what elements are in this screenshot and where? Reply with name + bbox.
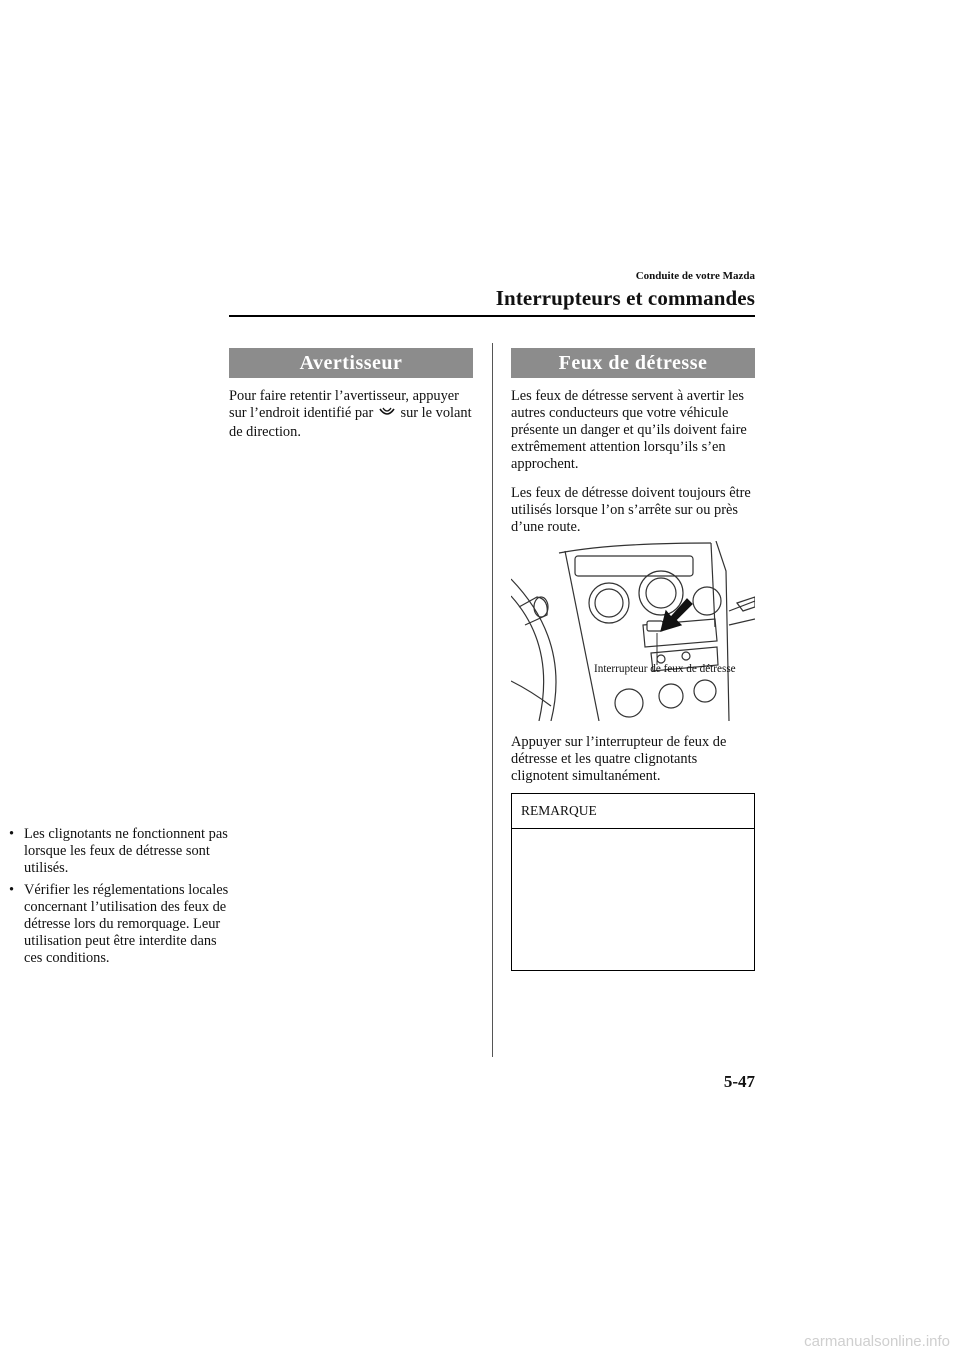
note-divider [512, 828, 754, 829]
column-divider [492, 343, 493, 1057]
heading-avertisseur: Avertisseur [229, 348, 473, 378]
header-rule [229, 315, 755, 317]
note-item [9, 882, 235, 967]
page-number: 5-47 [723, 1072, 755, 1091]
bullet-icon: • [9, 882, 15, 898]
figure-callout: Interrupteur de feux de détresse [594, 663, 736, 675]
note-box [511, 793, 755, 971]
chapter-title: Conduite de votre Mazda [635, 270, 755, 282]
horn-icon [379, 407, 395, 424]
horn-paragraph [229, 388, 479, 441]
note-item-text: Vérifier les réglementations locales concernant l’utilisation des feux de détresse lors du remorquage. Leur utilisation peut être interdite dans ces conditions. [24, 882, 229, 966]
hazard-paragraph-1: Les feux de détresse servent à avertir les autres conducteurs que votre véhicule présente un danger et qu’ils doivent faire extrêmement attention lorsqu’ils s’en approchent. [511, 388, 747, 472]
bullet-icon: • [9, 826, 15, 842]
dashboard-illustration [511, 541, 755, 721]
horn-text-after: sur le volant de direction. [229, 405, 472, 440]
hazard-paragraph-2: Les feux de détresse doivent toujours être utilisés lorsque l’on s’arrête sur ou près d’une route. [511, 485, 751, 535]
section-title: Interrupteurs et commandes [495, 286, 755, 310]
note-item [9, 826, 235, 877]
note-item-text: Les clignotants ne fonctionnent pas lorsque les feux de détresse sont utilisés. [24, 826, 228, 876]
watermark: carmanualsonline.info [804, 1333, 950, 1350]
hazard-paragraph-3: Appuyer sur l’interrupteur de feux de détresse et les quatre clignotants clignotent simultanément. [511, 734, 727, 784]
heading-feux-de-detresse: Feux de détresse [511, 348, 755, 378]
horn-text-before: Pour faire retentir l’avertisseur, appuyer sur l’endroit identifié par [229, 388, 459, 421]
note-heading: REMARQUE [521, 803, 597, 818]
